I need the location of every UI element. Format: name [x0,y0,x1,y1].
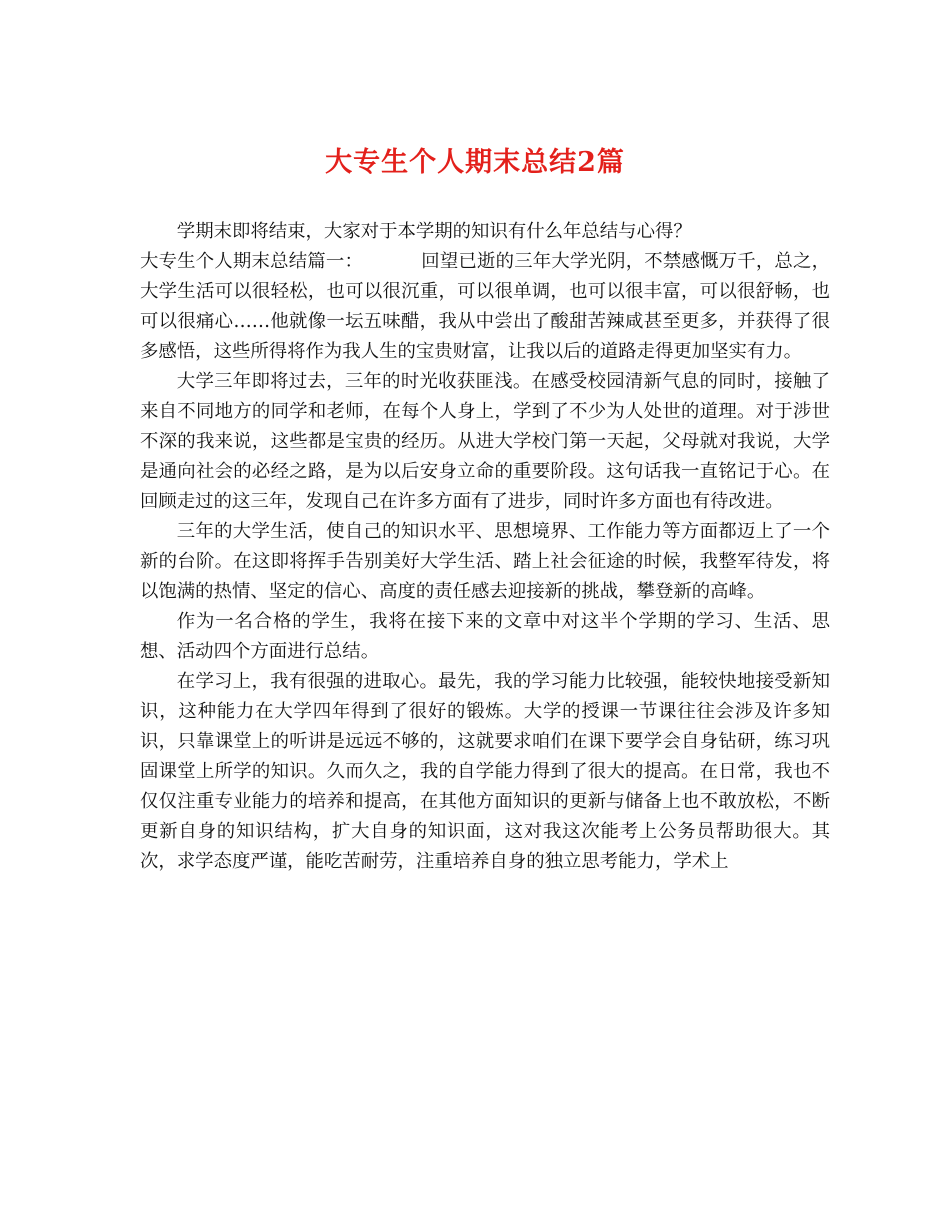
paragraph-progress: 三年的大学生活，使自己的知识水平、思想境界、工作能力等方面都迈上了一个新的台阶。在这即将挥手告别美好大学生活、踏上社会征途的时候，我整军待发，将以饱满的热情、坚定的信心、高度的责任感去迎接新的挑战，攀登新的高峰。 [140,521,830,602]
paragraph-three-years: 大学三年即将过去，三年的时光收获匪浅。在感受校园清新气息的同时，接触了来自不同地方的同学和老师，在每个人身上，学到了不少为人处世的道理。对于涉世不深的我来说，这些都是宝贵的经历。从进大学校门第一天起，父母就对我说，大学是通向社会的必经之路，是为以后安身立命的重要阶段。这句话我一直铭记于心。在回顾走过的这三年，发现自己在许多方面有了进步，同时许多方面也有待改进。 [140,371,830,512]
document-title: 大专生个人期末总结2篇 [325,147,625,178]
paragraph-section-one [140,247,830,367]
section-heading: 大专生个人期末总结篇一： [140,251,364,272]
paragraph-intro: 学期末即将结束，大家对于本学期的知识有什么年总结与心得？ [176,221,692,242]
section-one-text: 回望已逝的三年大学光阴，不禁感慨万千，总之，大学生活可以很轻松，也可以很沉重，可以很单调，也可以很丰富，可以很舒畅，也可以很痛心……他就像一坛五味醋，我从中尝出了酸甜苦辣咸甚至更多，并获得了很多感悟，这些所得将作为我人生的宝贵财富，让我以后的道路走得更加坚实有力。 [140,251,830,362]
document-body [140,217,830,877]
paragraph-study: 在学习上，我有很强的进取心。最先，我的学习能力比较强，能较快地接受新知识，这种能力在大学四年得到了很好的锻炼。大学的授课一节课往往会涉及许多知识，只靠课堂上的听讲是远远不够的，这就要求咱们在课下要学会自身钻研，练习巩固课堂上所学的知识。久而久之，我的自学能力得到了很大的提高。在日常，我也不仅仅注重专业能力的培养和提高，在其他方面知识的更新与储备上也不敢放松，不断更新自身的知识结构，扩大自身的知识面，这对我这次能考上公务员帮助很大。其次，求学态度严谨，能吃苦耐劳，注重培养自身的独立思考能力，学术上 [140,671,830,872]
paragraph-outline: 作为一名合格的学生，我将在接下来的文章中对这半个学期的学习、生活、思想、活动四个方面进行总结。 [140,611,830,662]
